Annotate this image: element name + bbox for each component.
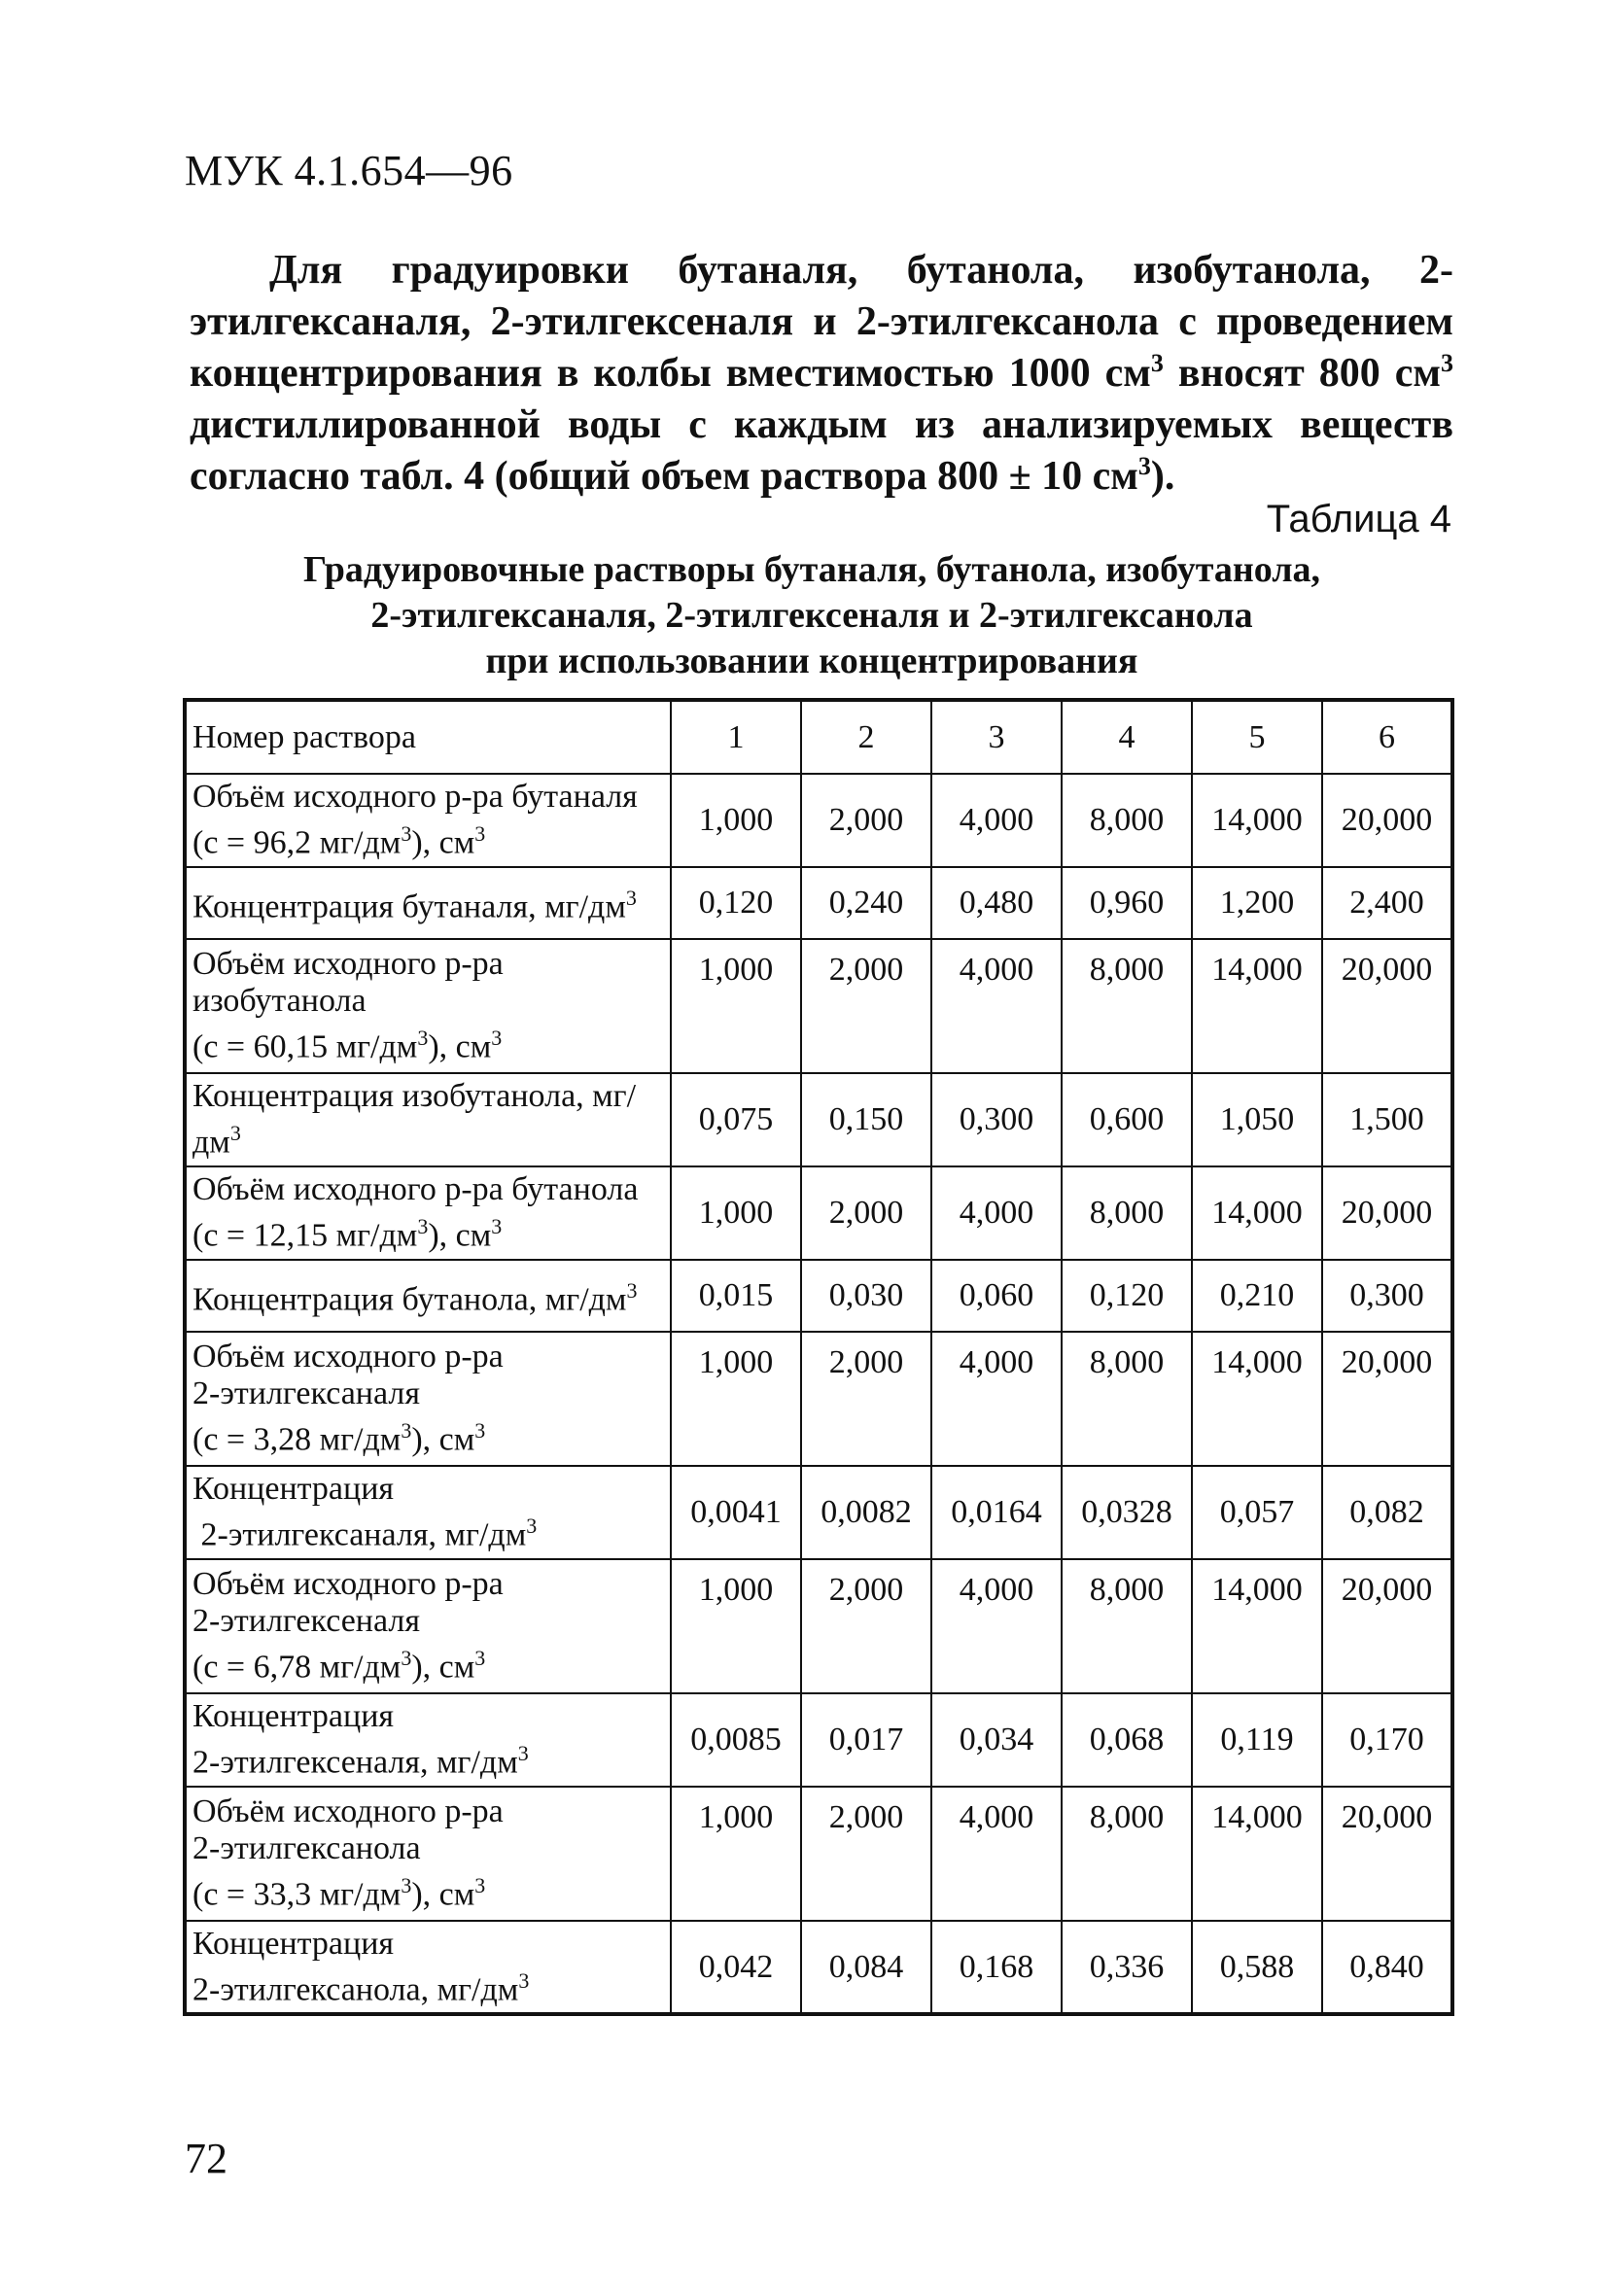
table-cell: 0,588 xyxy=(1192,1921,1322,2014)
row-label: Объём исходного р-ра 2-этилгексеналя (с = 6,78 $мг/дм^3$), $см^3$ xyxy=(185,1559,671,1693)
table-cell: 4,000 xyxy=(931,774,1062,867)
table-cell: 0,075 xyxy=(671,1073,801,1166)
row-label: Концентрация бутаналя, $мг/дм^3$ xyxy=(185,867,671,939)
table-title xyxy=(185,547,1439,684)
table-row xyxy=(185,1559,1452,1693)
table-cell: 0,0082 xyxy=(801,1466,931,1559)
table-cell: 20,000 xyxy=(1322,1787,1452,1921)
table-cell: 14,000 xyxy=(1192,774,1322,867)
table-title-line: Градуировочные растворы бутаналя, бутанола, изобутанола, xyxy=(302,549,1321,590)
table-cell: 0,034 xyxy=(931,1693,1062,1787)
row-label: Объём исходного р-ра изобутанола (с = 60,15 $мг/дм^3$), $см^3$ xyxy=(185,939,671,1073)
table-body xyxy=(185,774,1452,2014)
table-cell: 20,000 xyxy=(1322,774,1452,867)
table-cell: 1,000 xyxy=(671,1559,801,1693)
table-cell: 0,030 xyxy=(801,1260,931,1332)
table-cell: 2,000 xyxy=(801,1166,931,1260)
header-cell: 5 xyxy=(1192,700,1322,774)
table-cell: 2,400 xyxy=(1322,867,1452,939)
header-cell-label: Номер раствора xyxy=(185,700,671,774)
table-cell: 14,000 xyxy=(1192,1166,1322,1260)
table-cell: 1,000 xyxy=(671,939,801,1073)
table-title-line: 2-этилгексаналя, 2-этилгексеналя и 2-этилгексанола xyxy=(370,595,1253,636)
table-cell: 0,057 xyxy=(1192,1466,1322,1559)
table-cell: 4,000 xyxy=(931,1332,1062,1466)
header-cell: 4 xyxy=(1062,700,1192,774)
table-cell: 1,050 xyxy=(1192,1073,1322,1166)
table-cell: 0,119 xyxy=(1192,1693,1322,1787)
table-row xyxy=(185,1787,1452,1921)
table-cell: 14,000 xyxy=(1192,1787,1322,1921)
table-cell: 1,000 xyxy=(671,774,801,867)
table-row xyxy=(185,1921,1452,2014)
table-cell: 14,000 xyxy=(1192,1332,1322,1466)
table-cell: 8,000 xyxy=(1062,1332,1192,1466)
table-cell: 0,300 xyxy=(931,1073,1062,1166)
table-cell: 0,840 xyxy=(1322,1921,1452,2014)
table-row xyxy=(185,774,1452,867)
table-cell: 2,000 xyxy=(801,939,931,1073)
table-cell: 0,082 xyxy=(1322,1466,1452,1559)
table-cell: 0,336 xyxy=(1062,1921,1192,2014)
table-cell: 4,000 xyxy=(931,1559,1062,1693)
page-number: 72 xyxy=(185,2135,227,2182)
table-cell: 0,0164 xyxy=(931,1466,1062,1559)
table-cell: 4,000 xyxy=(931,1166,1062,1260)
table-cell: 20,000 xyxy=(1322,1166,1452,1260)
table-row xyxy=(185,867,1452,939)
table-cell: 8,000 xyxy=(1062,939,1192,1073)
table-cell: 0,0041 xyxy=(671,1466,801,1559)
table-row xyxy=(185,1693,1452,1787)
table-cell: 20,000 xyxy=(1322,1332,1452,1466)
table-cell: 1,000 xyxy=(671,1332,801,1466)
table-row xyxy=(185,939,1452,1073)
table-cell: 0,170 xyxy=(1322,1693,1452,1787)
table-cell: 0,120 xyxy=(1062,1260,1192,1332)
row-label: Объём исходного р-ра бутанола (с = 12,15 $мг/дм^3$), $см^3$ xyxy=(185,1166,671,1260)
table-cell: 4,000 xyxy=(931,1787,1062,1921)
table-cell: 20,000 xyxy=(1322,939,1452,1073)
table-cell: 2,000 xyxy=(801,774,931,867)
row-label: Концентрация 2-этилгексеналя, $мг/дм^3$ xyxy=(185,1693,671,1787)
row-label: Объём исходного р-ра 2-этилгексанола (с = 33,3 $мг/дм^3$), $см^3$ xyxy=(185,1787,671,1921)
table-cell: 0,017 xyxy=(801,1693,931,1787)
header-cell: 1 xyxy=(671,700,801,774)
row-label: Концентрация изобутанола, $мг/дм^3$ xyxy=(185,1073,671,1166)
row-label: Объём исходного р-ра бутаналя (с = 96,2 $мг/дм^3$), $см^3$ xyxy=(185,774,671,867)
table-cell: 0,0328 xyxy=(1062,1466,1192,1559)
table-cell: 14,000 xyxy=(1192,939,1322,1073)
table-cell: 0,060 xyxy=(931,1260,1062,1332)
table-header-row xyxy=(185,700,1452,774)
table-cell: 0,015 xyxy=(671,1260,801,1332)
header-cell: 2 xyxy=(801,700,931,774)
table-cell: 0,240 xyxy=(801,867,931,939)
table-cell: 14,000 xyxy=(1192,1559,1322,1693)
table-row xyxy=(185,1332,1452,1466)
header-cell: 3 xyxy=(931,700,1062,774)
table-cell: 1,200 xyxy=(1192,867,1322,939)
table-label: Таблица 4 xyxy=(1266,498,1451,540)
document-header: МУК 4.1.654—96 xyxy=(185,147,513,194)
table-cell: 0,960 xyxy=(1062,867,1192,939)
table-cell: 0,300 xyxy=(1322,1260,1452,1332)
table-row xyxy=(185,1466,1452,1559)
calibration-table xyxy=(183,698,1454,2016)
table-cell: 0,068 xyxy=(1062,1693,1192,1787)
table-cell: 20,000 xyxy=(1322,1559,1452,1693)
table-title-line: при использовании концентрирования xyxy=(485,641,1138,681)
row-label: Концентрация 2-этилгексаналя, $мг/дм^3$ xyxy=(185,1466,671,1559)
table-row xyxy=(185,1260,1452,1332)
table-cell: 8,000 xyxy=(1062,774,1192,867)
table-cell: 0,210 xyxy=(1192,1260,1322,1332)
table-cell: 0,600 xyxy=(1062,1073,1192,1166)
row-label: Объём исходного р-ра 2-этилгексаналя (с = 3,28 $мг/дм^3$), $см^3$ xyxy=(185,1332,671,1466)
table-row xyxy=(185,1166,1452,1260)
table-cell: 0,084 xyxy=(801,1921,931,2014)
table-cell: 1,000 xyxy=(671,1787,801,1921)
table-cell: 8,000 xyxy=(1062,1559,1192,1693)
row-label: Концентрация 2-этилгексанола, $мг/дм^3$ xyxy=(185,1921,671,2014)
header-cell: 6 xyxy=(1322,700,1452,774)
table-cell: 1,500 xyxy=(1322,1073,1452,1166)
table-row xyxy=(185,1073,1452,1166)
row-label: Концентрация бутанола, $мг/дм^3$ xyxy=(185,1260,671,1332)
table-cell: 8,000 xyxy=(1062,1166,1192,1260)
table-cell: 0,168 xyxy=(931,1921,1062,2014)
table-cell: 2,000 xyxy=(801,1787,931,1921)
table-cell: 0,480 xyxy=(931,867,1062,939)
table-cell: 0,150 xyxy=(801,1073,931,1166)
table-cell: 2,000 xyxy=(801,1559,931,1693)
table-cell: 1,000 xyxy=(671,1166,801,1260)
table-cell: 8,000 xyxy=(1062,1787,1192,1921)
table-cell: 0,042 xyxy=(671,1921,801,2014)
table-cell: 0,0085 xyxy=(671,1693,801,1787)
table-cell: 0,120 xyxy=(671,867,801,939)
table-cell: 2,000 xyxy=(801,1332,931,1466)
table-cell: 4,000 xyxy=(931,939,1062,1073)
intro-paragraph: Для градуировки бутаналя, бутанола, изобутанола, 2-этилгексаналя, 2-этилгексеналя и 2-этилгексанола с проведением концентрирования в колбы вместимостью 1000 $см^3$ вносят 800 $см^3$ дистиллированной воды с каждым из анализируемых веществ согласно табл. 4 (общий объем раствора 800 ± 10 $см^3$). xyxy=(190,248,1453,499)
